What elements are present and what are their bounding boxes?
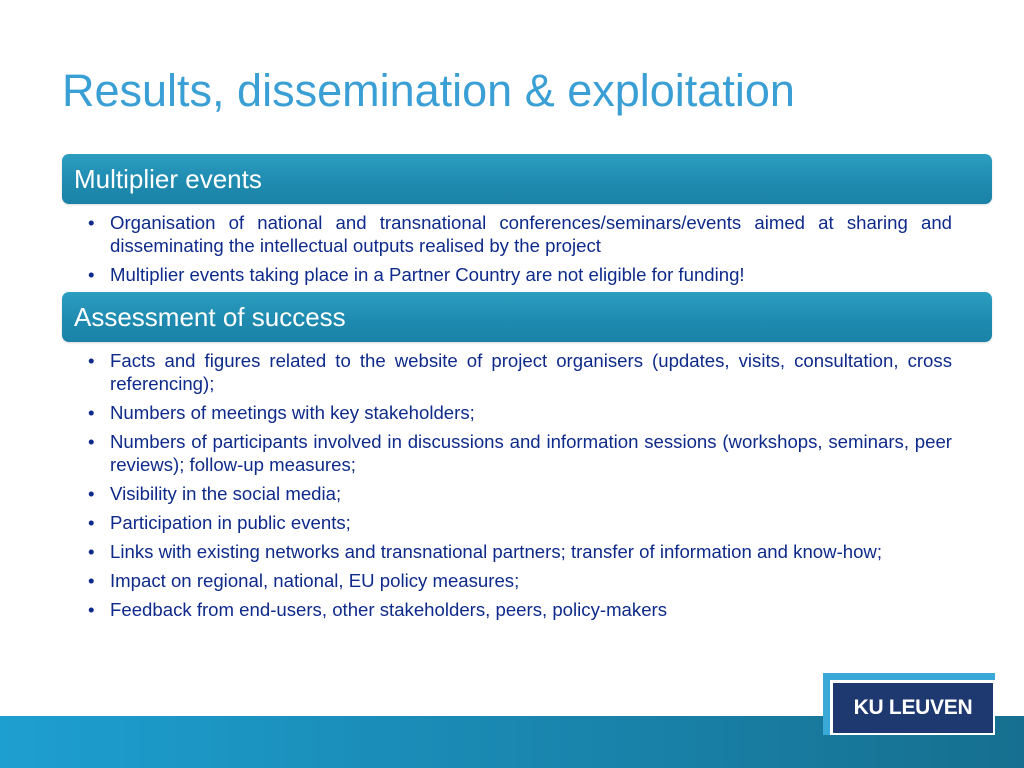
bullet-item: • Visibility in the social media;	[86, 482, 952, 505]
bullet-item: • Feedback from end-users, other stakeholders, peers, policy-makers	[86, 598, 952, 621]
bullet-item: • Numbers of participants involved in discussions and information sessions (workshops, seminars, peer reviews); follow-up measures;	[86, 430, 952, 476]
section-header-assessment-of-success: Assessment of success	[62, 292, 992, 342]
bullet-item: • Facts and figures related to the website of project organisers (updates, visits, consultation, cross referencing);	[86, 349, 952, 395]
ku-leuven-logo	[823, 673, 995, 735]
bullet-item: • Numbers of meetings with key stakeholders;	[86, 401, 952, 424]
logo-text: KU LEUVEN	[833, 683, 993, 733]
slide-title: Results, dissemination & exploitation	[62, 65, 795, 116]
bullet-item: • Impact on regional, national, EU policy measures;	[86, 569, 952, 592]
bullet-item: • Multiplier events taking place in a Partner Country are not eligible for funding!	[86, 263, 952, 286]
bullet-item: • Participation in public events;	[86, 511, 952, 534]
bullet-item: • Organisation of national and transnational conferences/seminars/events aimed at sharing and disseminating the intellectual outputs realised by the project	[86, 211, 952, 257]
bullet-list-multiplier-events	[86, 211, 952, 292]
bullet-item: • Links with existing networks and transnational partners; transfer of information and know-how;	[86, 540, 952, 563]
bullet-list-assessment-of-success	[86, 349, 952, 627]
section-header-multiplier-events: Multiplier events	[62, 154, 992, 204]
